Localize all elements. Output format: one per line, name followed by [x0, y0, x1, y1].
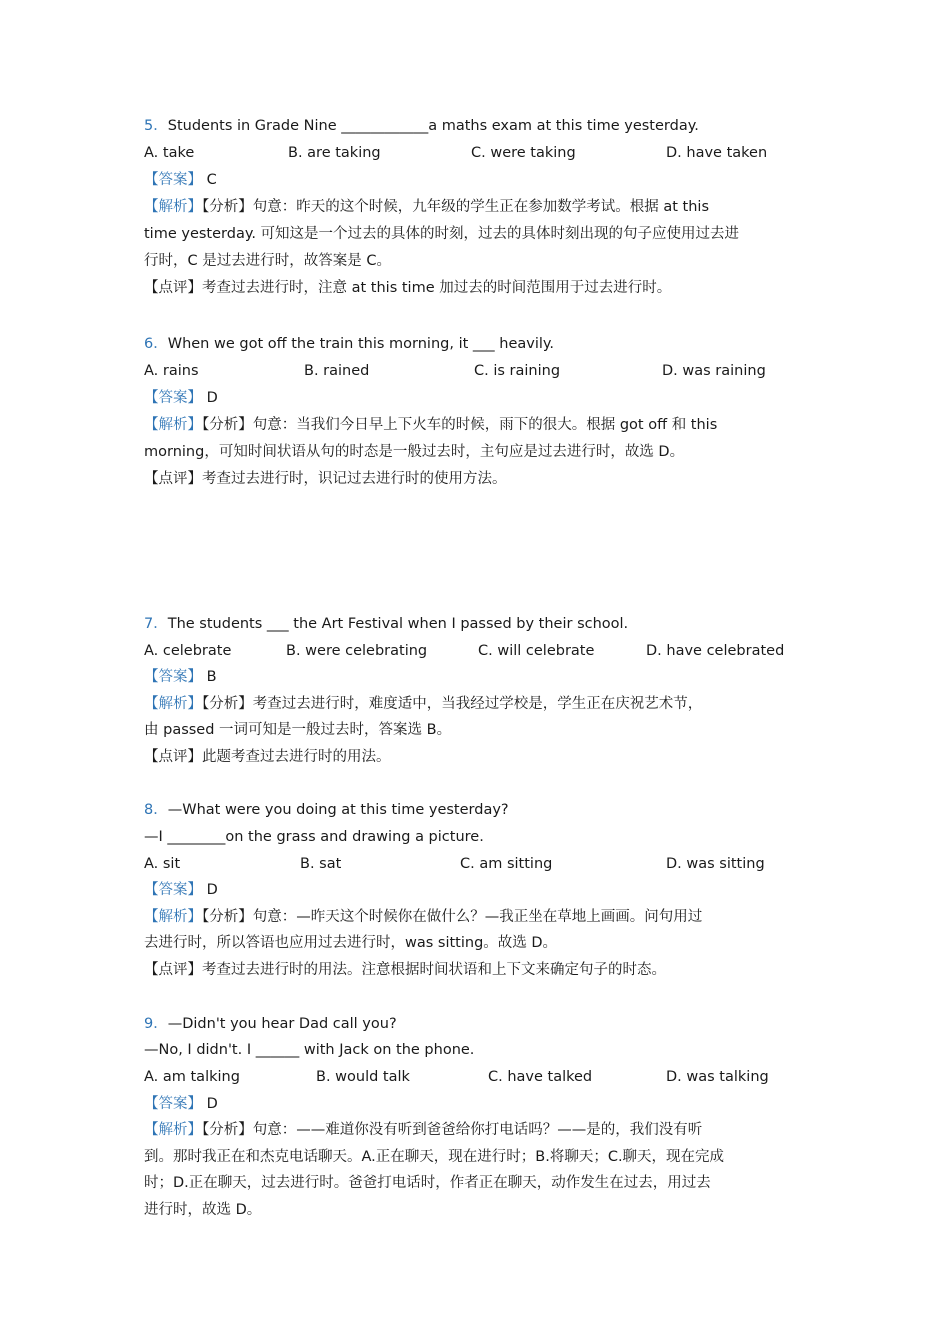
option-d: D. have celebrated [646, 643, 785, 659]
option-d: D. was talking [666, 1069, 769, 1085]
question-5-analysis-line-1: 【解析】【分析】句意：昨天的这个时候，九年级的学生正在参加数学考试。根据 at this [144, 199, 709, 215]
question-5-analysis-line-3: 行时，C 是过去进行时，故答案是 C。 [144, 253, 391, 269]
option-a: A. take [144, 145, 195, 161]
question-9-answer: 【答案】 D [144, 1096, 218, 1112]
option-d: D. was raining [662, 363, 766, 379]
option-d: D. have taken [666, 145, 768, 161]
option-c: C. were taking [471, 145, 576, 161]
question-7-answer: 【答案】 B [144, 669, 217, 685]
option-c: C. is raining [474, 363, 561, 379]
question-number: 8． [144, 802, 168, 818]
option-a: A. sit [144, 856, 181, 872]
question-8-analysis-line-2: 去进行时，所以答语也应用过去进行时，was sitting。故选 D。 [144, 935, 558, 951]
question-8-stem-line-2: —I ________on the grass and drawing a picture. [144, 829, 484, 845]
question-7-stem: 7．The students ___ the Art Festival when I passed by their school. [144, 616, 629, 632]
option-b: B. are taking [288, 145, 381, 161]
option-b: B. would talk [316, 1069, 410, 1085]
question-7-analysis-line-2: 由 passed 一词可知是一般过去时，答案选 B。 [144, 722, 452, 738]
question-5-answer: 【答案】 C [144, 172, 217, 188]
option-d: D. was sitting [666, 856, 765, 872]
question-9-analysis-line-4: 进行时，故选 D。 [144, 1202, 262, 1218]
question-9-analysis-line-1: 【解析】【分析】句意：——难道你没有听到爸爸给你打电话吗？——是的，我们没有听 [144, 1122, 703, 1138]
question-6-comment: 【点评】考查过去进行时，识记过去进行时的使用方法。 [144, 471, 507, 487]
question-7-comment: 【点评】此题考查过去进行时的用法。 [144, 749, 391, 765]
question-number: 6． [144, 336, 168, 352]
question-5-comment: 【点评】考查过去进行时，注意 at this time 加过去的时间范围用于过去进行时。 [144, 280, 672, 296]
question-5-analysis-line-2: time yesterday. 可知这是一个过去的具体的时刻，过去的具体时刻出现的句子应使用过去进 [144, 226, 740, 242]
option-a: A. am talking [144, 1069, 240, 1085]
option-b: B. rained [304, 363, 370, 379]
question-9-analysis-line-2: 到。那时我正在和杰克电话聊天。A.正在聊天，现在进行时；B.将聊天；C.聊天，现在完成 [144, 1149, 725, 1165]
question-9-stem-line-2: —No, I didn't. I ______ with Jack on the phone. [144, 1042, 475, 1058]
option-c: C. have talked [488, 1069, 593, 1085]
question-9-analysis-line-3: 时；D.正在聊天，过去进行时。爸爸打电话时，作者正在聊天，动作发生在过去，用过去 [144, 1175, 711, 1191]
option-a: A. rains [144, 363, 199, 379]
question-8-answer: 【答案】 D [144, 882, 218, 898]
question-8-stem: 8．—What were you doing at this time yesterday? [144, 802, 509, 818]
question-6-answer: 【答案】 D [144, 390, 218, 406]
question-8-comment: 【点评】考查过去进行时的用法。注意根据时间状语和上下文来确定句子的时态。 [144, 962, 666, 978]
question-5-stem: 5．Students in Grade Nine ____________a maths exam at this time yesterday. [144, 118, 699, 134]
question-9-stem: 9．—Didn't you hear Dad call you? [144, 1016, 397, 1032]
question-7-analysis-line-1: 【解析】【分析】考查过去进行时，难度适中，当我经过学校是，学生正在庆祝艺术节， [144, 696, 703, 712]
option-b: B. sat [300, 856, 342, 872]
option-a: A. celebrate [144, 643, 232, 659]
question-number: 7． [144, 616, 168, 632]
option-c: C. will celebrate [478, 643, 595, 659]
question-number: 5． [144, 118, 168, 134]
option-c: C. am sitting [460, 856, 553, 872]
option-b: B. were celebrating [286, 643, 428, 659]
question-6-analysis-line-2: morning，可知时间状语从句的时态是一般过去时，主句应是过去进行时，故选 D。 [144, 444, 685, 460]
question-6-stem: 6．When we got off the train this morning, it ___ heavily. [144, 336, 555, 352]
question-number: 9． [144, 1016, 168, 1032]
question-8-analysis-line-1: 【解析】【分析】句意：—昨天这个时候你在做什么？—我正坐在草地上画画。问句用过 [144, 909, 703, 925]
question-6-analysis-line-1: 【解析】【分析】句意：当我们今日早上下火车的时候，雨下的很大。根据 got off 和 this [144, 417, 718, 433]
